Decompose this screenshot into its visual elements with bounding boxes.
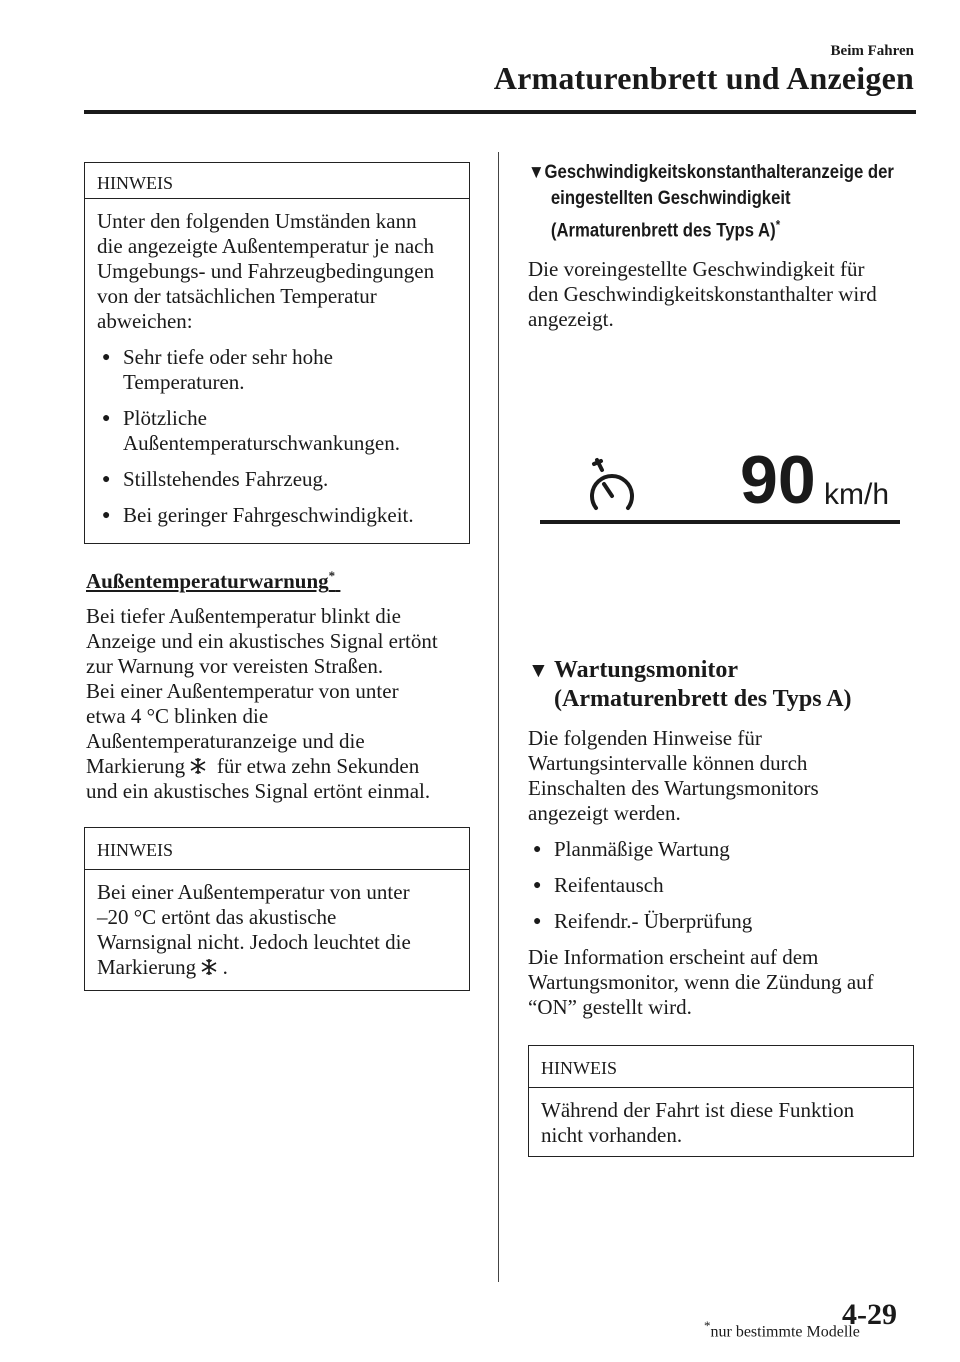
bullet-icon: ● [102, 472, 111, 487]
snowflake-icon [190, 757, 206, 775]
optional-star-icon: * [775, 217, 781, 232]
note-text: Unter den folgenden Umständen kann [97, 209, 417, 233]
list-item: ● Reifendr.- Überprüfung [528, 909, 918, 934]
section-label: Beim Fahren [830, 43, 914, 59]
list-item: ● Stillstehendes Fahrzeug. [97, 467, 457, 492]
note-text: Umgebungs- und Fahrzeugbedingungen [97, 259, 435, 283]
bullet-icon: ● [533, 842, 542, 857]
warning-paragraph: Bei tiefer Außentemperatur blinkt die Anzeige und ein akustisches Signal ertönt zur Warnung vor vereisten Straßen. Bei einer Außentemperatur von unter etwa 4 °C blinken die Außentemperaturanzeige und die Markierung für etwa zehn Sekunden und ein akustisches Signal ertönt einmal. [86, 604, 438, 803]
note-text: Warnsignal nicht. Jedoch leuchtet die [97, 930, 411, 954]
note-text: Während der Fahrt ist diese Funktion [541, 1098, 855, 1122]
bullet-icon: ● [102, 350, 111, 365]
list-item: ● Planmäßige Wartung [528, 837, 918, 862]
snowflake-icon [201, 958, 217, 976]
optional-star-icon: * [704, 1318, 711, 1333]
triangle-marker-icon: ▼ [528, 658, 549, 682]
section-heading-cruise-indicator: ▼ Geschwindigkeitskonstanthalteranzeige der eingestellten Geschwindigkeit (Armaturenbrett des Typs A)* [528, 162, 894, 242]
cruise-paragraph: Die voreingestellte Geschwindigkeit für den Geschwindigkeitskonstanthalter wird angezeigt. [528, 257, 877, 331]
note-text: Markierung . [97, 955, 228, 979]
note-text: die angezeigte Außentemperatur je nach [97, 234, 435, 258]
note-box-temperature [84, 162, 470, 544]
list-item: ● Plötzliche Außentemperaturschwankungen. [97, 406, 457, 456]
bullet-icon: ● [533, 878, 542, 893]
cruise-control-icon [588, 450, 636, 514]
service-paragraph: Die folgenden Hinweise für Wartungsintervalle können durch Einschalten des Wartungsmonitors angezeigt werden. ● Planmäßige Wartung ● Reifentausch ● Reifendr.- Überprüfung Die Information erscheint auf dem Wartungsmonitor, wenn die Zündung auf “ON” gestellt wird. [528, 726, 918, 1020]
bullet-icon: ● [102, 411, 111, 426]
optional-star-icon: * [328, 568, 336, 583]
section-heading-service-monitor: ▼ Wartungsmonitor (Armaturenbrett des Typs A) [528, 657, 852, 712]
triangle-marker-icon: ▼ [528, 162, 545, 183]
list-item: ● Sehr tiefe oder sehr hohe Temperaturen. [97, 345, 457, 395]
footer-note: *nur bestimmte Modelle [704, 1318, 860, 1341]
note-text: von der tatsächlichen Temperatur [97, 284, 377, 308]
cruise-speed-display [540, 440, 900, 530]
section-heading-outside-temp-warning: Außentemperaturwarnung* [86, 568, 336, 593]
note-text: nicht vorhanden. [541, 1123, 683, 1147]
speed-unit: km/h [824, 478, 890, 511]
note-heading: HINWEIS [529, 1046, 913, 1088]
note-text: abweichen: [97, 309, 193, 333]
list-item: ● Reifentausch [528, 873, 918, 898]
note-box-no-signal [84, 827, 470, 991]
page-number: 4-29 [842, 1298, 897, 1331]
column-divider [498, 152, 499, 1282]
bullet-icon: ● [102, 508, 111, 523]
note-box-while-driving [528, 1045, 914, 1157]
note-heading: HINWEIS [85, 163, 469, 199]
display-baseline [540, 520, 900, 524]
note-heading: HINWEIS [85, 828, 469, 870]
note-text: Bei einer Außentemperatur von unter [97, 880, 410, 904]
header-rule [84, 110, 916, 114]
set-speed-value: 90 [740, 442, 816, 518]
note-text: –20 °C ertönt das akustische [97, 905, 337, 929]
list-item: ● Bei geringer Fahrgeschwindigkeit. [97, 503, 457, 528]
bullet-icon: ● [533, 914, 542, 929]
page-title: Armaturenbrett und Anzeigen [493, 60, 914, 96]
